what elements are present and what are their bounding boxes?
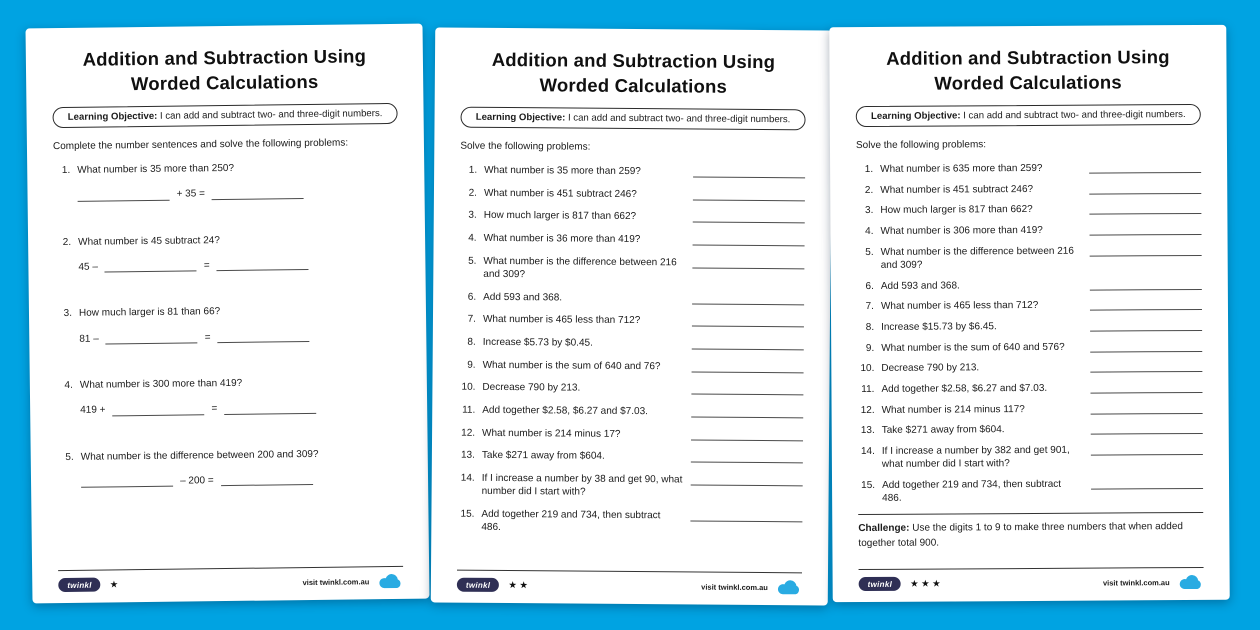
problem-row bbox=[57, 447, 402, 464]
answer-line[interactable] bbox=[1090, 245, 1202, 257]
page-footer bbox=[859, 567, 1204, 592]
twinkl-logo-text: twinkl bbox=[867, 579, 893, 589]
problem-number: 4. bbox=[865, 225, 874, 238]
problem-item-11 bbox=[458, 404, 803, 420]
page-footer bbox=[457, 570, 802, 596]
answer-line[interactable] bbox=[1089, 224, 1201, 236]
problem-number: 2. bbox=[864, 184, 874, 196]
problem-text: What number is 35 more than 250? bbox=[77, 162, 235, 176]
problem-item-12 bbox=[458, 426, 803, 442]
answer-line[interactable] bbox=[693, 212, 805, 224]
problem-number: 3. bbox=[63, 308, 73, 320]
problem-text: What number is 306 more than 419? bbox=[880, 224, 1043, 237]
answer-line[interactable] bbox=[692, 257, 804, 269]
equation-text: 81 – bbox=[79, 333, 99, 345]
problem-number: 13. bbox=[460, 450, 475, 462]
problem-number: 6. bbox=[865, 280, 874, 292]
answer-line[interactable] bbox=[692, 338, 804, 350]
problem-number: 6. bbox=[467, 291, 477, 303]
problem-row bbox=[856, 161, 1201, 176]
twinkl-cloud-icon bbox=[776, 579, 802, 595]
problem-row bbox=[56, 375, 401, 392]
problem-item-4 bbox=[460, 232, 805, 248]
instructions-text: Complete the number sentences and solve the following problems: bbox=[52, 137, 349, 153]
page-title bbox=[855, 45, 1200, 97]
challenge-text: Use the digits 1 to 9 to make three numbers that when added together total 900. bbox=[858, 521, 1183, 549]
difficulty-stars: ★★★ bbox=[910, 578, 944, 590]
fill-in-blank[interactable] bbox=[106, 332, 198, 344]
problem-number: 4. bbox=[64, 379, 73, 391]
problem-item-2 bbox=[54, 232, 399, 274]
equation-text: = bbox=[211, 403, 218, 415]
title-line-2: Worded Calculations bbox=[539, 74, 728, 97]
title-line-2: Worded Calculations bbox=[130, 70, 319, 95]
visit-link: visit twinkl.com.au bbox=[701, 582, 768, 592]
answer-line[interactable] bbox=[692, 316, 804, 328]
problem-number: 1. bbox=[468, 164, 478, 176]
problem-text: What number is 214 minus 117? bbox=[881, 403, 1025, 416]
problem-number: 13. bbox=[860, 425, 875, 437]
problem-item-5 bbox=[459, 254, 804, 283]
problem-row bbox=[458, 404, 803, 420]
problem-item-14 bbox=[458, 472, 803, 501]
problem-row bbox=[459, 254, 804, 283]
problem-number: 11. bbox=[462, 404, 476, 416]
difficulty-stars: ★★ bbox=[508, 579, 531, 591]
problem-text: What number is 465 less than 712? bbox=[482, 314, 641, 327]
learning-objective-box bbox=[52, 103, 397, 128]
twinkl-cloud-icon bbox=[377, 573, 403, 589]
answer-line[interactable] bbox=[1091, 403, 1203, 415]
number-sentence bbox=[77, 186, 398, 201]
answer-line[interactable] bbox=[1090, 320, 1202, 332]
problem-row bbox=[857, 340, 1202, 355]
problem-item-2 bbox=[460, 186, 805, 202]
problem-text: What number is the sum of 640 and 76? bbox=[482, 359, 661, 372]
answer-line[interactable] bbox=[1090, 299, 1202, 311]
problem-number: 10. bbox=[461, 381, 476, 394]
answer-line[interactable] bbox=[692, 293, 804, 305]
problem-item-6 bbox=[459, 290, 804, 306]
problem-number: 14. bbox=[460, 472, 475, 484]
answer-line[interactable] bbox=[693, 166, 805, 178]
number-sentence bbox=[79, 329, 400, 344]
answer-line[interactable] bbox=[692, 361, 804, 373]
twinkl-logo bbox=[457, 578, 500, 592]
problems-list bbox=[856, 161, 1203, 505]
problem-number: 15. bbox=[460, 508, 475, 520]
twinkl-logo bbox=[58, 578, 101, 593]
problem-text: Decrease 790 by 213. bbox=[881, 362, 980, 375]
answer-line[interactable] bbox=[1091, 444, 1203, 456]
problem-number: 8. bbox=[467, 336, 476, 348]
problem-item-14 bbox=[858, 443, 1203, 471]
problem-row bbox=[857, 298, 1202, 313]
fill-in-blank[interactable] bbox=[105, 261, 197, 273]
problem-text: What number is the difference between 216 and 309? bbox=[483, 255, 677, 281]
problem-item-7 bbox=[857, 298, 1202, 313]
problem-number: 1. bbox=[864, 163, 874, 175]
problem-row bbox=[856, 223, 1201, 238]
problem-row bbox=[857, 244, 1202, 272]
visit-link: visit twinkl.com.au bbox=[302, 576, 370, 587]
objective-text: I can add and subtract two- and three-digit numbers. bbox=[567, 112, 791, 126]
problem-number: 5. bbox=[65, 451, 74, 463]
problem-row bbox=[858, 443, 1203, 471]
problem-row bbox=[54, 232, 399, 249]
problem-number: 3. bbox=[468, 210, 477, 222]
problem-number: 12. bbox=[461, 427, 476, 439]
footer-spacer bbox=[530, 585, 701, 586]
problem-text: Increase $15.73 by $6.45. bbox=[881, 321, 997, 333]
problem-row bbox=[459, 336, 804, 352]
fill-in-blank[interactable] bbox=[221, 474, 313, 486]
problem-text: If I increase a number by 382 and get 901, what number did I start with? bbox=[881, 444, 1070, 471]
answer-line[interactable] bbox=[1090, 361, 1202, 373]
problem-text: What number is the difference between 200 and 309? bbox=[80, 448, 319, 463]
objective-text: I can add and subtract two- and three-digit numbers. bbox=[159, 108, 383, 122]
problem-number: 2. bbox=[468, 187, 478, 199]
problem-text: What number is 45 subtract 24? bbox=[78, 234, 220, 248]
number-sentence bbox=[81, 473, 402, 488]
answer-line[interactable] bbox=[1090, 341, 1202, 353]
problem-row bbox=[53, 160, 398, 177]
answer-line[interactable] bbox=[1091, 478, 1203, 490]
problem-row bbox=[55, 303, 400, 320]
problem-number: 8. bbox=[865, 321, 875, 333]
answer-line[interactable] bbox=[691, 406, 803, 418]
problem-number: 3. bbox=[864, 205, 874, 217]
title-line-1: Addition and Subtraction Using bbox=[491, 48, 776, 73]
fill-in-blank[interactable] bbox=[218, 331, 310, 343]
problem-row bbox=[458, 472, 803, 501]
objective-label: Learning Objective: bbox=[475, 111, 566, 124]
equation-text: 419 + bbox=[80, 404, 106, 416]
problem-text: Add 593 and 368. bbox=[880, 279, 960, 292]
problem-text: What number is the sum of 640 and 576? bbox=[881, 341, 1065, 354]
objective-text: I can add and subtract two- and three-digit numbers. bbox=[963, 108, 1186, 122]
learning-objective-box bbox=[856, 104, 1201, 127]
answer-line[interactable] bbox=[691, 475, 803, 487]
problem-item-15 bbox=[858, 477, 1203, 505]
problem-item-1 bbox=[53, 160, 398, 202]
problem-text: Add together $2.58, $6.27 and $7.03. bbox=[881, 382, 1048, 395]
problem-item-15 bbox=[457, 508, 802, 537]
twinkl-cloud-icon bbox=[1178, 574, 1204, 590]
answer-line[interactable] bbox=[691, 429, 803, 441]
problem-text: What number is 635 more than 259? bbox=[880, 162, 1043, 175]
objective-label: Learning Objective: bbox=[870, 110, 961, 122]
problem-row bbox=[460, 164, 805, 180]
problem-item-10 bbox=[857, 360, 1202, 375]
visit-link: visit twinkl.com.au bbox=[1102, 577, 1170, 588]
problem-row bbox=[460, 232, 805, 248]
answer-line[interactable] bbox=[1090, 382, 1202, 394]
problem-row bbox=[460, 209, 805, 225]
problem-number: 7. bbox=[865, 301, 874, 313]
problem-item-6 bbox=[857, 278, 1202, 293]
equation-text: – 200 = bbox=[179, 475, 214, 487]
problem-item-11 bbox=[857, 381, 1202, 396]
problem-row bbox=[458, 449, 803, 465]
fill-in-blank[interactable] bbox=[112, 404, 204, 416]
difficulty-stars: ★ bbox=[109, 578, 121, 590]
objective-label: Learning Objective: bbox=[67, 110, 158, 123]
problem-number: 7. bbox=[467, 313, 477, 326]
number-sentence bbox=[78, 258, 399, 273]
problem-row bbox=[459, 313, 804, 329]
fill-in-blank[interactable] bbox=[212, 188, 304, 200]
problem-text: How much larger is 817 than 662? bbox=[880, 204, 1033, 217]
footer-spacer bbox=[121, 582, 303, 584]
challenge-label: Challenge: bbox=[858, 523, 910, 535]
problem-number: 1. bbox=[61, 164, 71, 176]
problem-text: Add together $2.58, $6.27 and $7.03. bbox=[482, 404, 648, 418]
page-footer bbox=[58, 566, 403, 593]
problem-number: 12. bbox=[860, 404, 875, 416]
problem-text: What number is 451 subtract 246? bbox=[880, 183, 1034, 196]
problem-row bbox=[857, 278, 1202, 293]
instructions-text: Solve the following problems: bbox=[855, 139, 987, 151]
problem-item-5 bbox=[857, 244, 1202, 272]
problem-item-13 bbox=[458, 449, 803, 465]
title-line-2: Worded Calculations bbox=[934, 71, 1122, 94]
problem-item-13 bbox=[858, 422, 1203, 437]
fill-in-blank[interactable] bbox=[77, 189, 169, 201]
problem-number: 9. bbox=[865, 342, 875, 354]
problem-text: What number is 35 more than 259? bbox=[484, 164, 641, 178]
problem-number: 9. bbox=[467, 359, 476, 371]
problem-item-3 bbox=[460, 209, 805, 225]
problem-text: What number is 465 less than 712? bbox=[880, 300, 1039, 313]
problem-text: Add 593 and 368. bbox=[483, 291, 563, 304]
problem-number: 10. bbox=[860, 363, 875, 375]
problem-item-3 bbox=[856, 202, 1201, 217]
answer-line[interactable] bbox=[693, 234, 805, 246]
problem-item-12 bbox=[858, 402, 1203, 417]
learning-objective-box bbox=[460, 107, 805, 131]
problem-text: What number is 214 minus 17? bbox=[482, 427, 621, 440]
problem-number: 2. bbox=[62, 236, 72, 248]
number-sentence bbox=[80, 401, 401, 416]
problem-row bbox=[460, 186, 805, 202]
problem-item-7 bbox=[459, 313, 804, 329]
problem-item-9 bbox=[857, 340, 1202, 355]
worksheet-page-one-star bbox=[26, 24, 430, 604]
problem-text: How much larger is 817 than 662? bbox=[483, 210, 637, 223]
problem-item-4 bbox=[56, 375, 401, 417]
problem-row bbox=[459, 290, 804, 306]
problem-item-3 bbox=[55, 303, 400, 345]
problem-item-5 bbox=[57, 447, 402, 489]
problem-text: What number is the difference between 216 and 309? bbox=[880, 245, 1074, 271]
answer-line[interactable] bbox=[691, 384, 803, 396]
worksheet-page-two-stars bbox=[431, 27, 833, 605]
answer-line[interactable] bbox=[1090, 279, 1202, 291]
challenge-section bbox=[858, 512, 1203, 551]
problem-item-1 bbox=[460, 164, 805, 180]
problem-text: How much larger is 81 than 66? bbox=[78, 306, 221, 320]
problem-item-8 bbox=[857, 319, 1202, 334]
problem-item-10 bbox=[458, 381, 803, 397]
twinkl-logo bbox=[859, 577, 902, 591]
problem-row bbox=[857, 319, 1202, 334]
problem-number: 4. bbox=[468, 232, 477, 244]
problem-text: Take $271 away from $604. bbox=[881, 424, 1005, 437]
fill-in-blank[interactable] bbox=[217, 259, 309, 271]
answer-line[interactable] bbox=[693, 189, 805, 201]
title-line-1: Addition and Subtraction Using bbox=[82, 45, 367, 70]
problem-row bbox=[857, 360, 1202, 375]
worksheet-page-three-stars bbox=[829, 25, 1230, 602]
problem-number: 5. bbox=[468, 255, 477, 267]
equation-text: = bbox=[204, 331, 211, 343]
answer-line[interactable] bbox=[1089, 203, 1201, 215]
problem-row bbox=[858, 422, 1203, 437]
problem-text: What number is 300 more than 419? bbox=[79, 377, 243, 391]
problem-text: If I increase a number by 38 and get 90, what number did I start with? bbox=[481, 472, 683, 498]
fill-in-blank[interactable] bbox=[81, 476, 173, 488]
equation-text: = bbox=[203, 260, 210, 272]
problem-text: Add together 219 and 734, then subtract 486. bbox=[481, 508, 661, 534]
problem-row bbox=[858, 477, 1203, 505]
problem-number: 11. bbox=[861, 383, 875, 396]
problem-row bbox=[458, 426, 803, 442]
problem-text: Add together 219 and 734, then subtract 486. bbox=[882, 478, 1062, 505]
twinkl-logo-text: twinkl bbox=[67, 580, 92, 590]
problem-item-8 bbox=[459, 336, 804, 352]
equation-text: + 35 = bbox=[176, 188, 205, 200]
problems-list bbox=[457, 164, 805, 537]
answer-line[interactable] bbox=[1089, 162, 1201, 174]
problem-row bbox=[856, 182, 1201, 197]
problem-text: What number is 36 more than 419? bbox=[483, 232, 641, 246]
problem-row bbox=[857, 381, 1202, 396]
answer-line[interactable] bbox=[691, 452, 803, 464]
problem-row bbox=[858, 402, 1203, 417]
footer-spacer bbox=[943, 583, 1103, 584]
equation-text: 45 – bbox=[78, 261, 98, 273]
fill-in-blank[interactable] bbox=[224, 403, 316, 415]
problem-row bbox=[856, 202, 1201, 217]
answer-line[interactable] bbox=[1091, 423, 1203, 435]
problem-number: 5. bbox=[865, 246, 874, 258]
problem-text: Increase $5.73 by $0.45. bbox=[482, 336, 593, 349]
problem-item-1 bbox=[856, 161, 1201, 176]
problem-row bbox=[458, 381, 803, 397]
problem-item-9 bbox=[459, 358, 804, 374]
problem-row bbox=[459, 358, 804, 374]
title-line-1: Addition and Subtraction Using bbox=[886, 46, 1170, 69]
problems-list bbox=[53, 160, 402, 489]
page-title bbox=[461, 48, 806, 101]
problem-text: Take $271 away from $604. bbox=[481, 450, 605, 463]
problem-text: Decrease 790 by 213. bbox=[482, 382, 581, 394]
answer-line[interactable] bbox=[1089, 183, 1201, 195]
problem-item-4 bbox=[856, 223, 1201, 238]
problem-number: 15. bbox=[861, 479, 876, 491]
problem-text: What number is 451 subtract 246? bbox=[483, 187, 637, 200]
problem-number: 14. bbox=[860, 446, 875, 458]
answer-line[interactable] bbox=[690, 510, 802, 522]
instructions-text: Solve the following problems: bbox=[460, 140, 591, 153]
problem-row bbox=[457, 508, 802, 537]
twinkl-logo-text: twinkl bbox=[465, 580, 491, 590]
page-title bbox=[52, 44, 398, 98]
problem-item-2 bbox=[856, 182, 1201, 197]
